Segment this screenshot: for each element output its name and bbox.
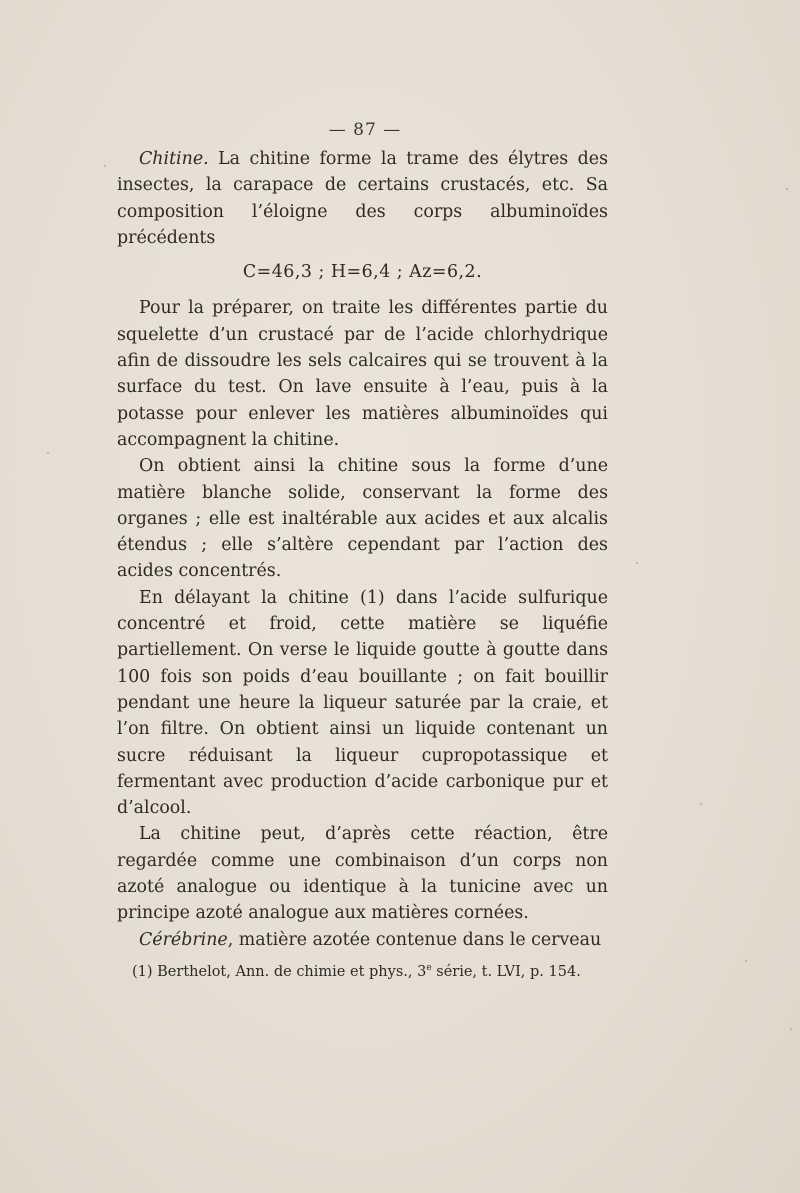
- paper-speck: [786, 188, 788, 190]
- paragraph-text: La chitine forme la trame des élytres des insectes, la carapace de certains crustacés, etc. Sa composition l’éloigne des corps albuminoïdes précédents: [117, 149, 608, 248]
- paragraph-combination: La chitine peut, d’après cette réaction, être regardée comme une combinaison d’un corps non azoté analogue ou identique à la tunicine avec un principe azoté analogue aux matières cornées.: [117, 824, 608, 924]
- footnote-text: (1) Berthelot, Ann. de chimie et phys., 3: [132, 964, 427, 980]
- paper-speck: [104, 165, 106, 167]
- term-cerebrine: Cérébrine: [139, 929, 228, 950]
- paper-speck: [47, 452, 49, 454]
- paper-speck: [636, 562, 638, 564]
- paper-speck: [790, 1028, 792, 1030]
- footnote-superscript: e: [426, 963, 432, 974]
- term-chitine: Chitine.: [139, 149, 209, 169]
- paragraph-text: , matière azotée contenue dans le cerveau: [227, 929, 602, 950]
- paragraph-preparation: Pour la préparer, on traite les différentes partie du squelette d’un crustacé par de l’acide chlorhydrique afin de dissoudre les sels calcaires qui se trouvent à la surface du test. On lave ensuite à l’eau, puis à la potasse pour enlever les matières albuminoïdes qui accompagnent la chitine.: [117, 298, 608, 450]
- page-number: — 87 —: [328, 120, 402, 140]
- paragraph-sulfuric-acid: En délayant la chitine (1) dans l’acide sulfurique concentré et froid, cette matière se liquéfie partiellement. On verse le liquide goutte à goutte dans 100 fois son poids d’eau bouillante ; on fait bouillir pendant une heure la liqueur saturée par la craie, et l’on filtre. On obtient ainsi un liquide contenant un sucre réduisant la liqueur cupropotassique et fermentant avec production d’acide carbonique pur et d’alcool.: [117, 587, 608, 819]
- formula-composition: C=46,3 ; H=6,4 ; Az=6,2.: [242, 262, 483, 283]
- footnote: [132, 964, 632, 980]
- paper-speck: [745, 960, 747, 962]
- footnote-text-end: série, t. LVI, p. 154.: [431, 964, 581, 980]
- paragraph-chitine: [117, 146, 608, 251]
- paragraph-cerebrine: [117, 927, 608, 953]
- paragraph-properties: On obtient ainsi la chitine sous la forme d’une matière blanche solide, conservant la forme des organes ; elle est inaltérable aux acides et aux alcalis étendus ; elle s’altère cependant par l’action des acides concentrés.: [117, 456, 608, 582]
- paper-speck: [700, 803, 702, 805]
- body-text: [117, 146, 608, 953]
